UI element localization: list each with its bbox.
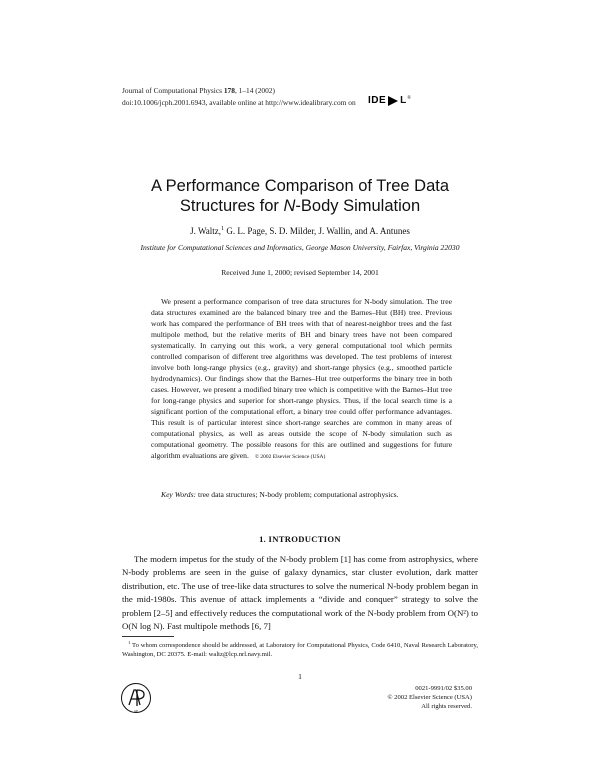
journal-citation: Journal of Computational Physics 178, 1–14 (2002) (122, 86, 275, 95)
footnote-rule (122, 636, 174, 637)
page-number: 1 (298, 672, 302, 681)
intro-paragraph: The modern impetus for the study of the N-body problem [1] has come from astrophysics, where N-body problems are seen in the guise of galaxy dynamics, star cluster evolution, dark matter distribution, etc. The use of tree-like data structures to solve the numerical N-body problem began in the mid-1980s. This avenue of attack implements a “divide and conquer” strategy to solve the problem [2–5] and effectively reduces the computational work of the N-body problem from O(N²) to O(N log N). Fast multipole methods [6, 7] (122, 554, 478, 632)
introduction-body (122, 553, 478, 633)
affiliation: Institute for Computational Sciences and Informatics, George Mason University, Fairfax, Virginia 22030 (140, 243, 460, 252)
svg-text:AP: AP (133, 709, 139, 713)
abstract-copyright: © 2002 Elsevier Science (USA) (254, 454, 326, 460)
paper-title-line-2: Structures for N-Body Simulation (179, 197, 421, 215)
paper-title-line-1: A Performance Comparison of Tree Data (150, 177, 450, 195)
abstract-text: We present a performance comparison of tree data structures for N-body simulation. The tree data structures examined are the balanced binary tree and the Barnes–Hut (BH) tree. Previous work has compared the performance of BH trees with that of nearest-neighbor trees and the fast multipole method, but the relative merits of BH and binary trees have not been compared systematically. In carrying out this work, a very general computational tool which permits controlled comparison of different tree algorithms was developed. The test problems of interest involve both long-range physics (e.g., gravity) and short-range physics (e.g., smoothed particle hydrodynamics). Our findings show that the Barnes–Hut tree outperforms the binary tree in both cases. However, we present a modified binary tree which is competitive with the Barnes–Hut tree for long-range physics and superior for short-range physics. Thus, if the local search time is a significant portion of the computational effort, a binary tree could offer performance advantages. This result is of particular interest since short-range searches are common in many areas of computational physics, as well as areas outside the scope of N-body simulation such as computational geometry. The possible reasons for this are outlined and suggestions for future algorithm evaluations are given. © 2002 Elsevier Science (USA) (151, 297, 452, 460)
doi-line: doi:10.1006/jcph.2001.6943, available online at http://www.idealibrary.com on (122, 98, 356, 107)
section-heading: 1. INTRODUCTION (259, 534, 341, 544)
author-list: J. Waltz,$^1$ G. L. Page, S. D. Milder, J. Wallin, and A. Antunes (190, 225, 410, 236)
received-dates: Received June 1, 2000; revised September 14, 2001 (221, 268, 379, 277)
publisher-info: 0021-9991/02 $35.00 © 2002 Elsevier Science (USA) All rights reserved. (387, 685, 472, 710)
ideal-arrow-icon (388, 96, 398, 106)
footnote: $^1$ To whom correspondence should be addressed, at Laboratory for Computational Physics, Code 6410, Naval Research Laboratory, Washington, DC 20375. E-mail: waltz@lcp.nrl.navy.mil. (122, 639, 478, 659)
keywords: Key Words: tree data structures; N-body problem; computational astrophysics. (161, 490, 399, 499)
ideal-logo: IDE L ® (368, 95, 412, 106)
abstract (151, 296, 452, 463)
academic-press-logo-icon (120, 682, 152, 714)
